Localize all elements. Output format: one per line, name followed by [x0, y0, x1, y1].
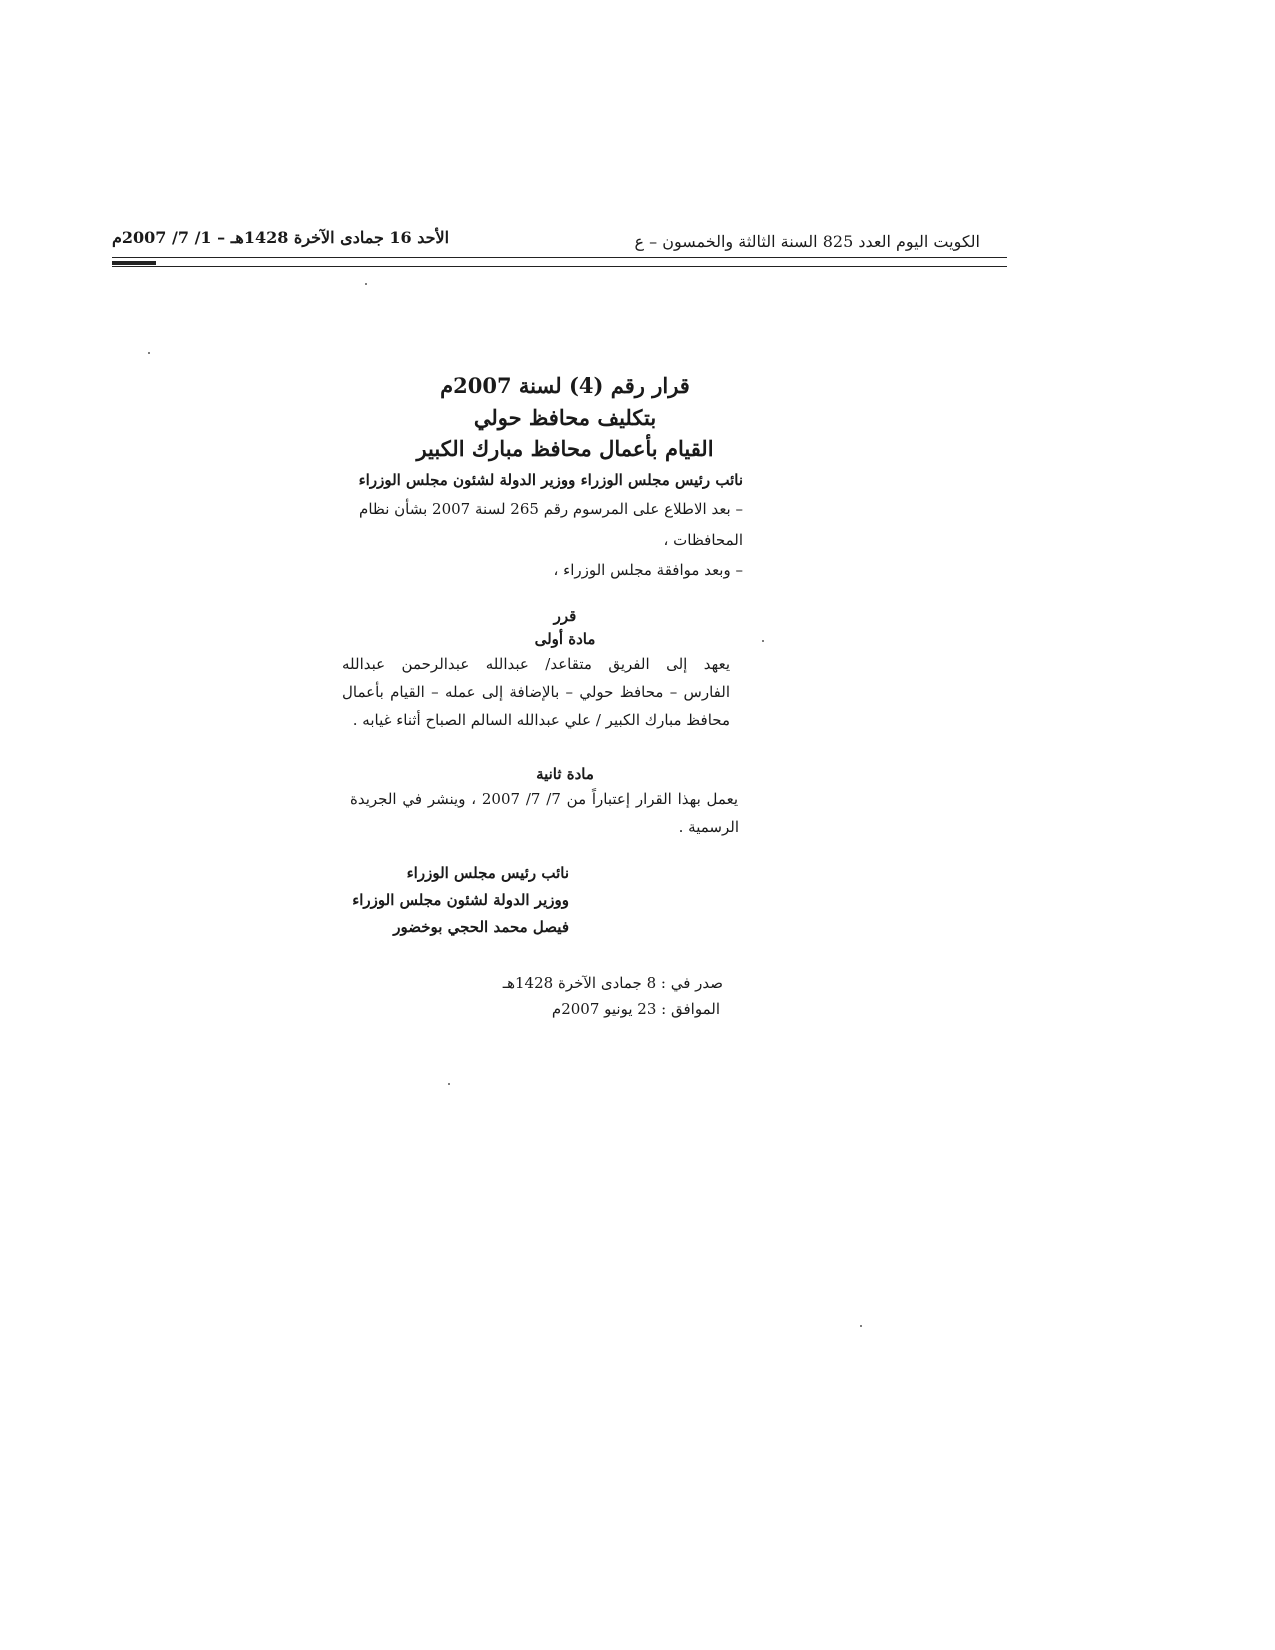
issuer-line: نائب رئيس مجلس الوزراء ووزير الدولة لشئون مجلس الوزراء	[358, 471, 743, 489]
decided-heading: قرر	[553, 607, 577, 625]
signature-name: فيصل محمد الحجي بوخضور	[393, 918, 569, 936]
decision-title: قرار رقم (4) لسنة 2007م	[440, 373, 690, 398]
scan-speck	[365, 283, 367, 285]
preamble-line-1a: – بعد الاطلاع على المرسوم رقم 265 لسنة 2007 بشأن نظام	[359, 500, 743, 518]
article-1-heading: مادة أولى	[534, 630, 596, 648]
signature-title-2: ووزير الدولة لشئون مجلس الوزراء	[352, 891, 569, 909]
article-1-line-2: الفارس – محافظ حولي – بالإضافة إلى عمله – القيام بأعمال	[342, 683, 730, 701]
issued-hijri-date: صدر في : 8 جمادى الآخرة 1428هـ	[502, 974, 723, 992]
scan-speck	[762, 640, 764, 642]
article-2-line-1: يعمل بهذا القرار إعتباراً من 7/ 7/ 2007 ، وينشر في الجريدة	[350, 790, 738, 808]
header-rule-accent	[112, 261, 156, 265]
preamble-line-1b: المحافظات ،	[663, 531, 743, 549]
decision-subject-line-2: القيام بأعمال محافظ مبارك الكبير	[416, 436, 714, 461]
gazette-header-issue: الكويت اليوم العدد 825 السنة الثالثة والخمسون – ع	[634, 232, 980, 251]
preamble-line-2: – وبعد موافقة مجلس الوزراء ،	[553, 561, 743, 579]
scan-speck	[448, 1083, 450, 1085]
scan-speck	[148, 352, 150, 354]
header-rule-bottom	[112, 266, 1007, 267]
decision-subject-line-1: بتكليف محافظ حولي	[473, 405, 657, 430]
issued-gregorian-date: الموافق : 23 يونيو 2007م	[551, 1000, 720, 1018]
gazette-header-date: الأحد 16 جمادى الآخرة 1428هـ – 1/ 7/ 2007م	[112, 228, 450, 247]
article-2-heading: مادة ثانية	[536, 765, 594, 783]
article-1-line-3: محافظ مبارك الكبير / علي عبدالله السالم الصباح أثناء غيابه .	[352, 711, 730, 729]
signature-title-1: نائب رئيس مجلس الوزراء	[406, 864, 569, 882]
scan-speck	[860, 1325, 862, 1327]
article-2-line-2: الرسمية .	[678, 818, 739, 836]
header-rule-top	[112, 257, 1007, 258]
article-1-line-1: يعهد إلى الفريق متقاعد/ عبدالله عبدالرحمن عبدالله	[342, 655, 730, 673]
